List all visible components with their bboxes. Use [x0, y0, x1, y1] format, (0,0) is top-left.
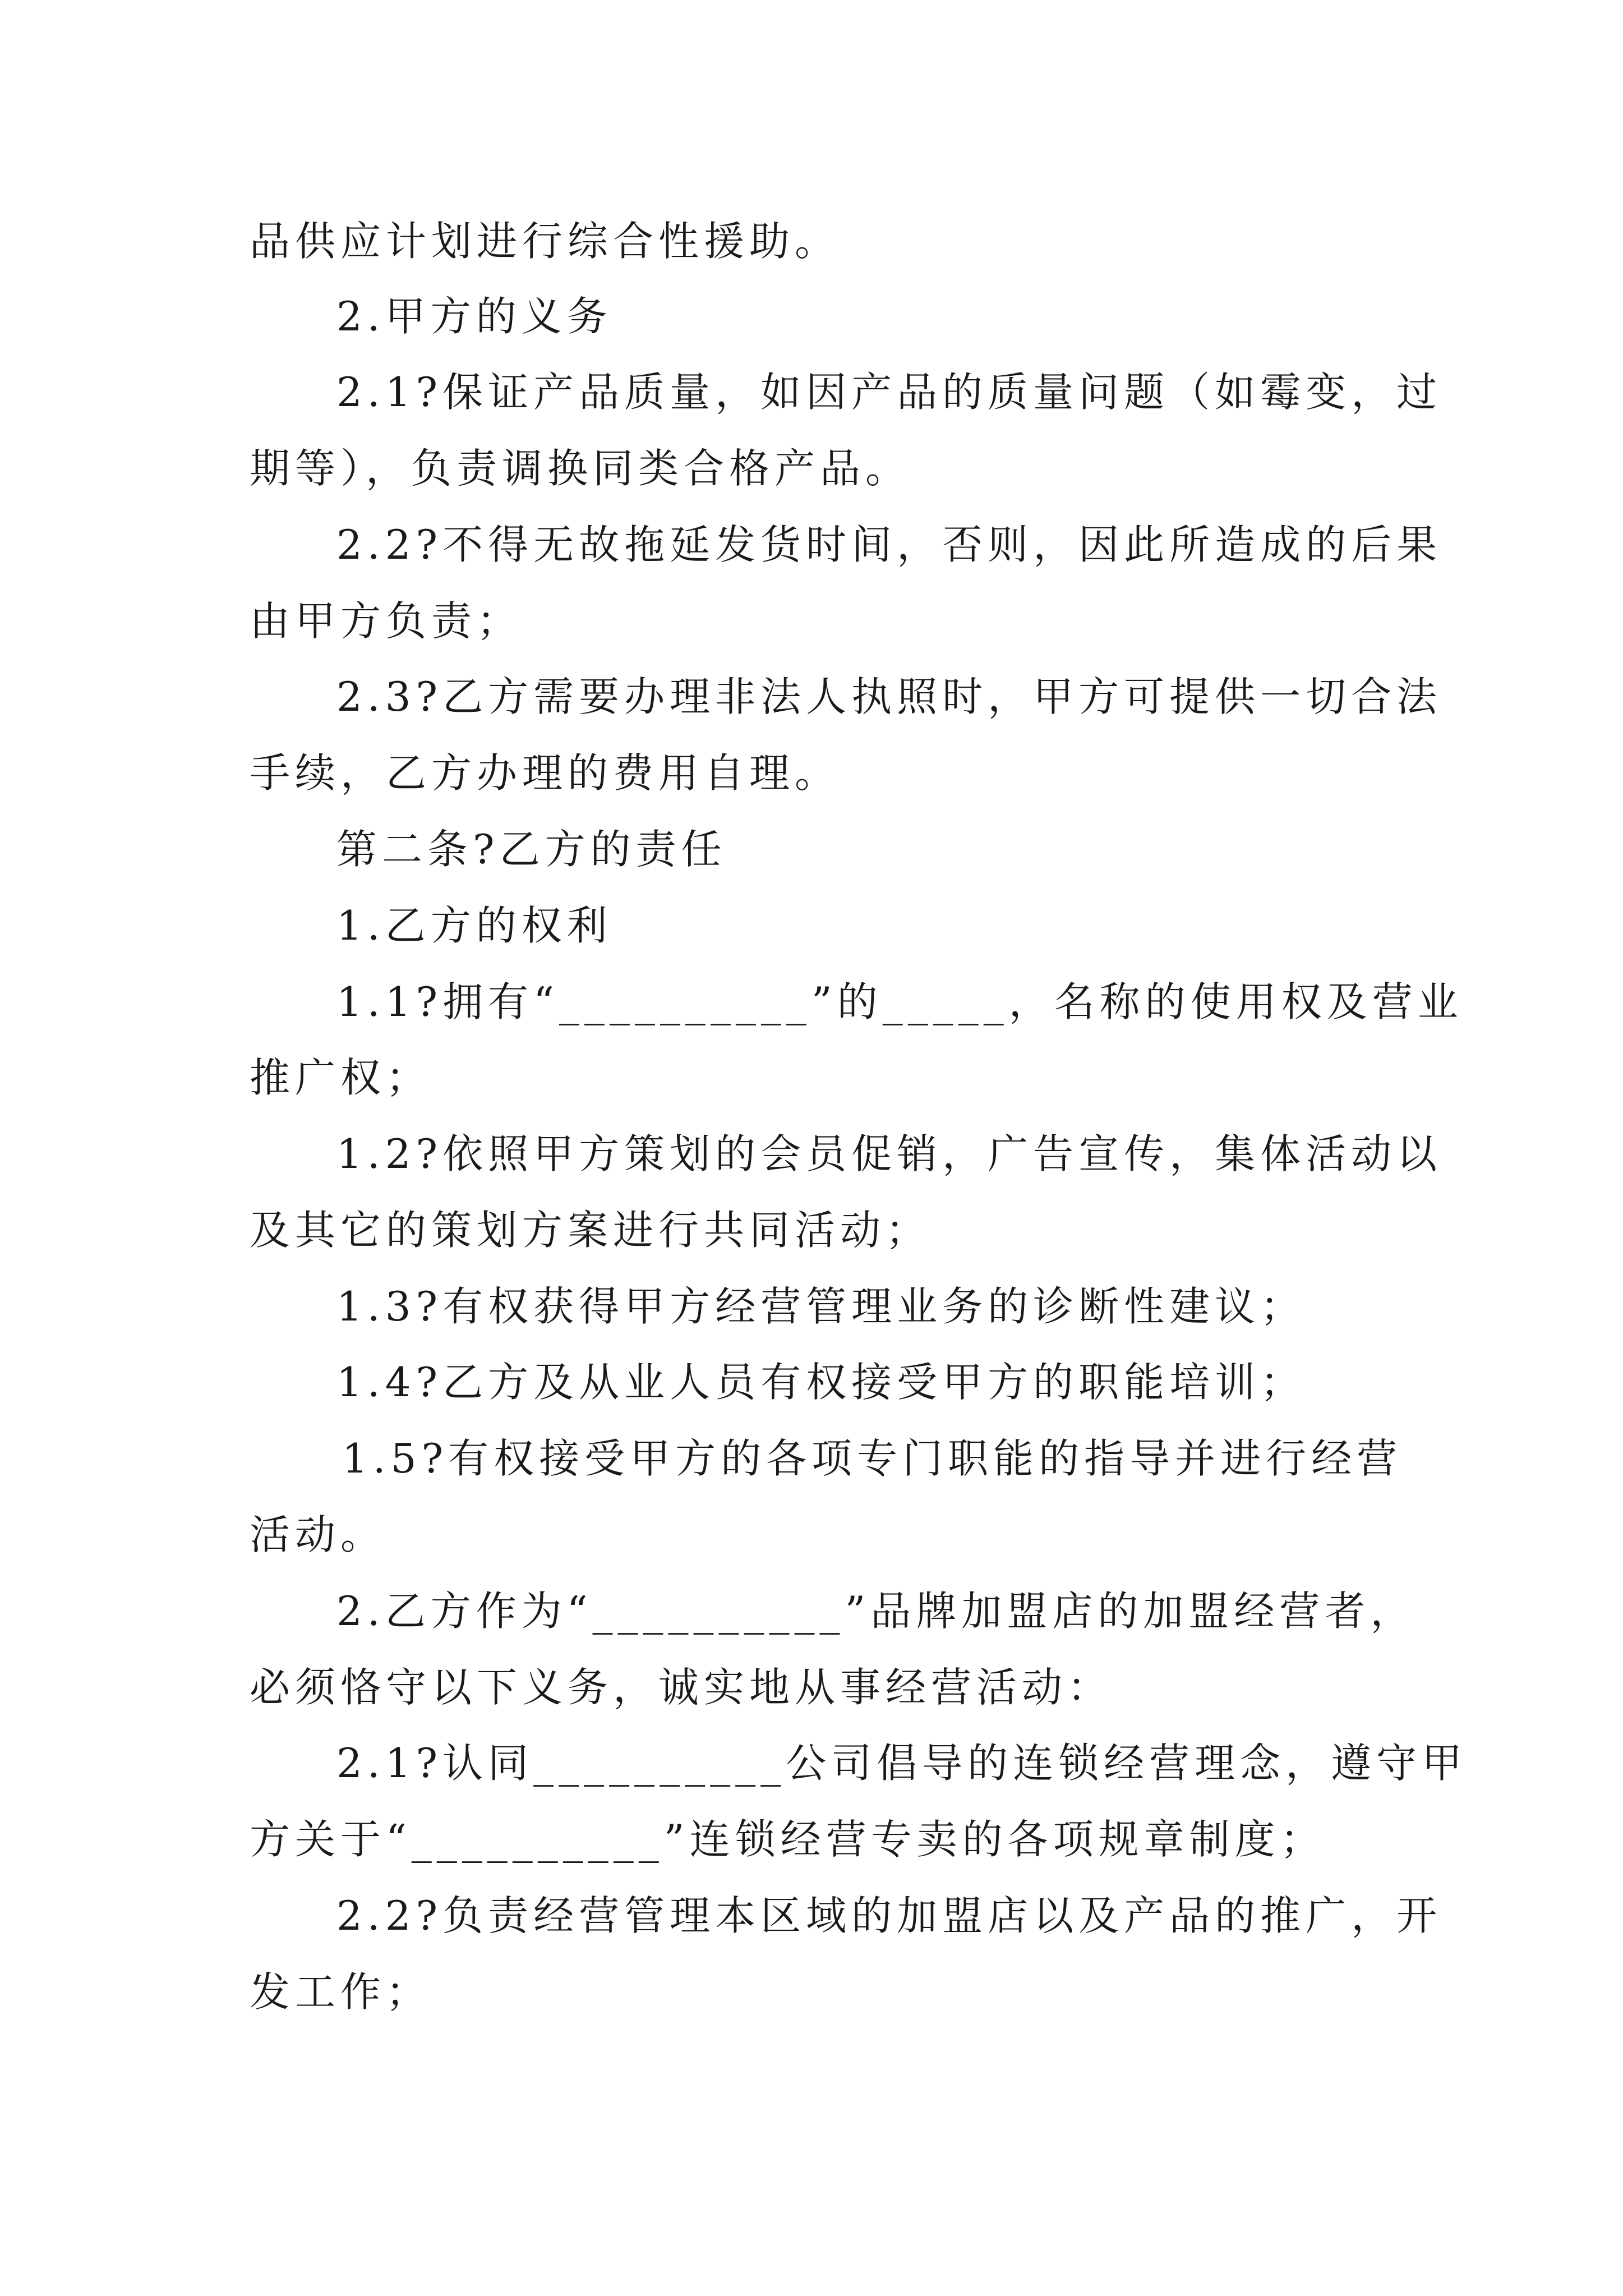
paragraph-line: 2.2?不得无故拖延发货时间，否则，因此所造成的后果 — [336, 521, 1442, 568]
paragraph-line: 活动。 — [250, 1511, 386, 1558]
paragraph-line: 必须恪守以下义务，诚实地从事经营活动： — [250, 1664, 1113, 1711]
paragraph-line: 及其它的策划方案进行共同活动； — [250, 1207, 932, 1254]
paragraph-line: 2.甲方的义务 — [336, 293, 612, 340]
paragraph-line: 品供应计划进行综合性援助。 — [250, 218, 841, 265]
paragraph-line: 2.3?乙方需要办理非法人执照时，甲方可提供一切合法 — [336, 673, 1442, 720]
paragraph-line: 1.1?拥有“__________”的_____，名称的使用权及营业 — [336, 978, 1463, 1025]
paragraph-line: 手续，乙方办理的费用自理。 — [250, 749, 841, 797]
section-heading: 第二条?乙方的责任 — [336, 826, 727, 873]
paragraph-line: 2.1?认同__________公司倡导的连锁经营理念，遵守甲 — [336, 1740, 1468, 1787]
paragraph-line: 推广权； — [250, 1054, 432, 1101]
paragraph-line: 1.2?依照甲方策划的会员促销，广告宣传，集体活动以 — [336, 1130, 1442, 1177]
paragraph-line: 1.4?乙方及从业人员有权接受甲方的职能培训； — [336, 1359, 1306, 1406]
paragraph-line: 1.3?有权获得甲方经营管理业务的诊断性建议； — [336, 1283, 1306, 1330]
paragraph-line: 方关于“__________”连锁经营专卖的各项规章制度； — [250, 1816, 1326, 1863]
paragraph-line: 期等），负责调换同类合格产品。 — [250, 445, 911, 492]
paragraph-line: 2.乙方作为“__________”品牌加盟店的加盟经营者， — [336, 1588, 1416, 1635]
paragraph-line: 发工作； — [250, 1968, 432, 2016]
paragraph-line: 2.1?保证产品质量，如因产品的质量问题（如霉变，过 — [336, 369, 1442, 416]
paragraph-line: 1.5?有权接受甲方的各项专门职能的指导并进行经营 — [342, 1435, 1403, 1482]
paragraph-line: 2.2?负责经营管理本区域的加盟店以及产品的推广，开 — [336, 1892, 1442, 1939]
paragraph-line: 由甲方负责； — [250, 597, 523, 645]
paragraph-line: 1.乙方的权利 — [336, 902, 612, 949]
